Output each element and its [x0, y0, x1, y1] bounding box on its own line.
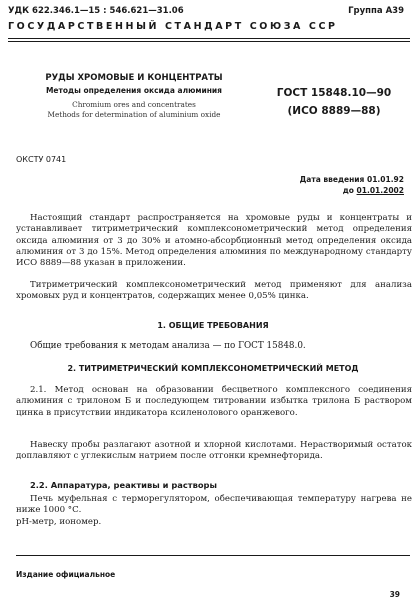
document-title-english — [8, 100, 260, 119]
intro-date-line — [300, 175, 404, 184]
group-code: Группа А39 — [348, 6, 404, 16]
paragraph-2-1-continued: Навеску пробы разлагают азотной и хлорной кислотами. Нерастворимый остаток доплавляют с углекислым натрием после отгонки кремнефторида. — [16, 440, 412, 462]
titrimetric-paragraph: Титриметрический комплексонометрический метод применяют для анализа хромовых руд и концентратов, содержащих менее 0,05% цинка. — [16, 280, 412, 302]
page-number: 39 — [389, 590, 400, 599]
title-en-line-1: Chromium ores and concentrates — [72, 100, 196, 109]
footer-rule — [16, 555, 410, 556]
gost-number: ГОСТ 15848.10—90 — [276, 87, 392, 99]
section-1-text: Общие требования к методам анализа — по ГОСТ 15848.0. — [30, 341, 306, 351]
paragraph-2-1: 2.1. Метод основан на образовании бесцветного комплексного соединения алюминия с трилоном Б и последующем титровании избытка трилона Б раствором цинка в присутствии индикатора ксиленолового оранжевого. — [16, 385, 412, 418]
section-1-heading: 1. ОБЩИЕ ТРЕБОВАНИЯ — [157, 321, 269, 330]
until-date-label: до — [342, 186, 354, 195]
section-2-heading: 2. ТИТРИМЕТРИЧЕСКИЙ КОМПЛЕКСОНОМЕТРИЧЕСКИЙ МЕТОД — [67, 364, 359, 373]
paragraph-2-2-text: Печь муфельная с терморегулятором, обеспечивающая температуру нагрева не ниже 1000 °С. — [16, 494, 412, 516]
header-rule-bottom — [8, 41, 410, 42]
header-rule-top — [8, 38, 410, 39]
paragraph-2-2-ph: pH-метр, иономер. — [16, 517, 102, 527]
intro-paragraph: Настоящий стандарт распространяется на хромовые руды и концентраты и устанавливает титриметрический комплексонометрический метод определения оксида алюминия от 3 до 30% и атомно-абсорбционный метод определения оксида алюминия от 3 до 15%. Метод определения алюминия по международному стандарту ИСО 8889—88 указан в приложении. — [16, 213, 412, 269]
intro-date-label: Дата введения — [299, 175, 365, 184]
paragraph-2-2-heading: 2.2. Аппаратура, реактивы и растворы — [30, 480, 217, 490]
until-date-line — [343, 186, 404, 195]
document-title: РУДЫ ХРОМОВЫЕ И КОНЦЕНТРАТЫ — [45, 73, 223, 83]
title-en-line-2: Methods for determination of aluminium oxide — [47, 109, 221, 119]
udk-code: УДК 622.346.1—15 : 546.621—31.06 — [8, 6, 184, 16]
okstu-code: ОКСТУ 0741 — [16, 155, 67, 164]
standard-title: ГОСУДАРСТВЕННЫЙ СТАНДАРТ СОЮЗА ССР — [8, 21, 338, 32]
until-date: 01.01.2002 — [356, 186, 404, 195]
iso-number: (ИСО 8889—88) — [287, 105, 381, 117]
intro-date: 01.01.92 — [366, 175, 404, 184]
edition-note: Издание официальное — [16, 570, 116, 579]
document-subtitle: Методы определения оксида алюминия — [45, 86, 223, 95]
